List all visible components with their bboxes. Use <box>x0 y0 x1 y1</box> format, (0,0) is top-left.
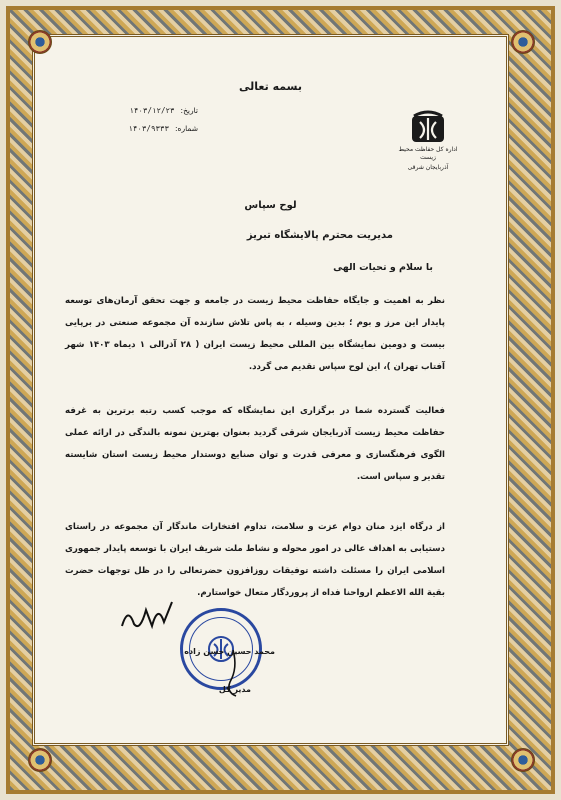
greeting-line: با سلام و تحیات الهی <box>333 262 433 273</box>
org-logo <box>393 110 463 172</box>
letter-meta <box>68 102 198 138</box>
body-paragraph-1: نظر به اهمیت و جایگاه حفاظت محیط زیست در جامعه و جهت تحقق آرمان‌های توسعه پایدار این مرز و بوم ؛ بدین وسیله ، به پاس تلاش سازنده آن مجموعه صنعتی در برپایی بیست و دومین نمایشگاه بین المللی محیط زیست ایران ( ۲۸ آذرالی ۱ دیماه ۱۴۰۳ شهر آفتاب تهران )، این لوح سپاس تقدیم می گردد. <box>65 296 446 372</box>
document-title: لوح سپاس <box>244 200 297 211</box>
number-row <box>68 120 198 138</box>
org-name-line1: اداره کل حفاظت محیط زیست <box>398 146 458 161</box>
signer-name: محمد حسین حسن زاده <box>184 647 275 656</box>
signer-title: مدیر کل <box>218 685 251 694</box>
footer-strip <box>40 775 521 783</box>
date-label: تاریخ: <box>180 106 198 115</box>
date-value: ۱۴۰۳/۱۲/۲۳ <box>129 106 175 115</box>
recipient-line: مدیریت محترم پالایشگاه تبریز <box>246 230 393 241</box>
corner-medallion-bottom-left <box>28 748 52 772</box>
corner-medallion-bottom-right <box>511 748 535 772</box>
letter-page <box>38 40 503 740</box>
bismillah-heading: بسمه تعالی <box>239 80 302 93</box>
environment-emblem-icon <box>408 110 448 144</box>
number-label: شماره: <box>175 124 198 133</box>
org-name-line2: آذربایجان شرقی <box>407 164 449 171</box>
body-paragraph-3: از درگاه ایزد منان دوام عزت و سلامت، تداوم افتخارات ماندگار آن مجموعه در راستای دستیابی به اهداف عالی در امور محوله و نشاط ملت شریف ایران با توسعه پایدار جمهوری اسلامی ایران را مسئلت داشته توفیقات روزافزون حضرتعالی را در ظل توجهات حضرت بقیة الله الاعظم ارواحنا فداه از پروردگار متعال خواستارم. <box>65 522 445 598</box>
body-paragraph-2: فعالیت گسترده شما در برگزاری این نمایشگاه که موجب کسب رتبه برترین به غرفه حفاظت محیط زیست آذربایجان شرقی گردید بعنوان بهترین نمونه بالندگی در ارائه عملی الگوی فرهنگسازی و معرفی قدرت و توان صنایع دوستدار محیط زیست استان شایسته تقدیر و سپاس است. <box>65 406 445 482</box>
signature-mark-icon <box>118 596 178 636</box>
corner-medallion-top-right <box>511 30 535 54</box>
date-row <box>68 102 198 120</box>
number-value: ۱۴۰۳/۹۳۳۳ <box>128 124 170 133</box>
